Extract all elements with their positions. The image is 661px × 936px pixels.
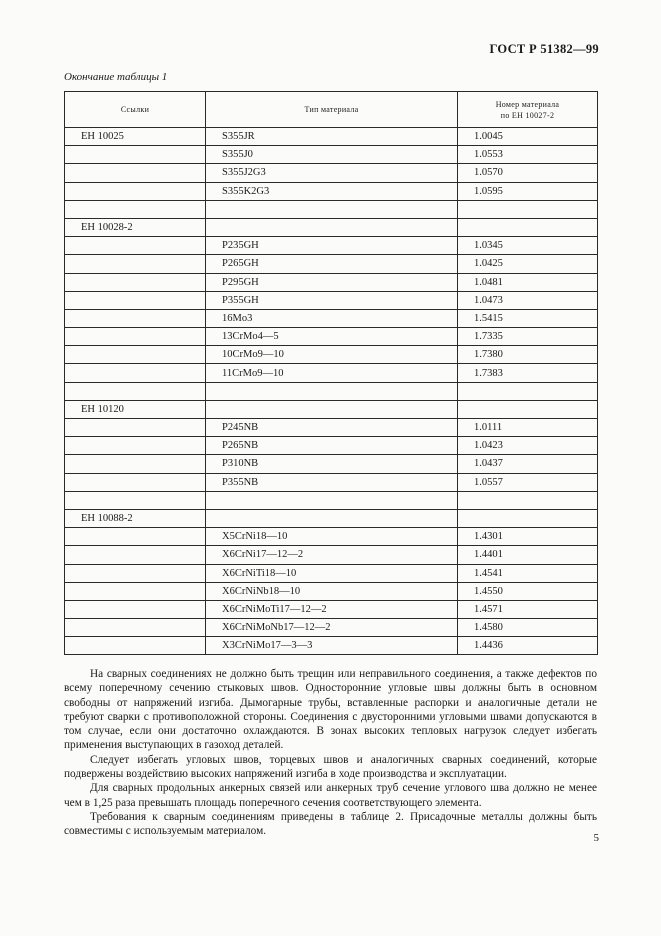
table-row (65, 273, 598, 291)
material-number-cell: 1.4550 (458, 582, 598, 600)
table-row (65, 346, 598, 364)
material-type-cell: X6CrNiNb18—10 (206, 582, 458, 600)
column-header-material-number (458, 92, 598, 128)
material-number-cell: 1.0553 (458, 146, 598, 164)
table-body (65, 128, 598, 655)
table-row (65, 146, 598, 164)
reference-cell (65, 309, 206, 327)
material-type-cell: P295GH (206, 273, 458, 291)
material-number-cell: 1.4571 (458, 600, 598, 618)
reference-cell (65, 600, 206, 618)
reference-cell (65, 273, 206, 291)
material-type-cell: 16Mo3 (206, 309, 458, 327)
material-number-cell: 1.0437 (458, 455, 598, 473)
table-caption: Окончание таблицы 1 (64, 71, 168, 83)
reference-cell: ЕН 10028-2 (65, 218, 206, 236)
material-type-cell (206, 491, 458, 509)
material-type-cell: P265NB (206, 437, 458, 455)
reference-cell (65, 255, 206, 273)
page-number: 5 (593, 832, 599, 844)
material-type-cell: X5CrNi18—10 (206, 528, 458, 546)
materials-table (64, 91, 598, 655)
table-row (65, 491, 598, 509)
reference-cell (65, 564, 206, 582)
table-row (65, 419, 598, 437)
material-number-cell: 1.0423 (458, 437, 598, 455)
reference-cell (65, 419, 206, 437)
reference-cell (65, 528, 206, 546)
material-number-cell: 1.7380 (458, 346, 598, 364)
reference-cell: ЕН 10088-2 (65, 509, 206, 527)
table-row (65, 473, 598, 491)
material-number-cell: 1.4580 (458, 619, 598, 637)
material-type-cell: S355JR (206, 128, 458, 146)
standard-code: ГОСТ Р 51382—99 (489, 42, 599, 56)
material-number-cell (458, 382, 598, 400)
material-type-cell: S355K2G3 (206, 182, 458, 200)
material-type-cell: X6CrNiMoNb17—12—2 (206, 619, 458, 637)
material-number-cell (458, 200, 598, 218)
material-number-cell: 1.0481 (458, 273, 598, 291)
reference-cell (65, 364, 206, 382)
column-header-material-type: Тип материала (206, 92, 458, 128)
reference-cell (65, 146, 206, 164)
reference-cell (65, 455, 206, 473)
body-text (64, 667, 597, 839)
material-type-cell (206, 382, 458, 400)
reference-cell (65, 346, 206, 364)
material-number-cell: 1.0045 (458, 128, 598, 146)
reference-cell (65, 382, 206, 400)
material-number-cell: 1.7335 (458, 328, 598, 346)
material-type-cell: 10CrMo9—10 (206, 346, 458, 364)
material-number-cell (458, 400, 598, 418)
column-header-material-number-line1: Номер материала (495, 99, 560, 109)
paragraph: На сварных соединениях не должно быть трещин или неправильного соединения, а также дефектов по всему поперечному сечению стыковых швов. Односторонние угловые швы должны быть в основном свободны от напряжений изгиба. Дымогарные трубы, вставленные распорки и аналогичные детали не требуют сварки с противоположной стороны. Соединения с двусторонними угловыми швами допускаются в том случае, если они достаточно охлаждаются. В зонах высоких тепловых нагрузок следует избегать применения выступающих в газоход деталей. (64, 668, 597, 752)
material-number-cell: 1.0570 (458, 164, 598, 182)
material-type-cell: X3CrNiMo17—3—3 (206, 637, 458, 655)
table-row (65, 309, 598, 327)
material-number-cell: 1.4401 (458, 546, 598, 564)
table-row (65, 400, 598, 418)
material-number-cell: 1.4436 (458, 637, 598, 655)
table-row (65, 564, 598, 582)
material-type-cell: S355J0 (206, 146, 458, 164)
material-number-cell: 1.4541 (458, 564, 598, 582)
material-number-cell: 1.0111 (458, 419, 598, 437)
table-row (65, 437, 598, 455)
material-type-cell (206, 218, 458, 236)
material-type-cell: P235GH (206, 237, 458, 255)
material-type-cell: S355J2G3 (206, 164, 458, 182)
table-row (65, 255, 598, 273)
reference-cell (65, 491, 206, 509)
table-row (65, 382, 598, 400)
table-row (65, 182, 598, 200)
reference-cell (65, 328, 206, 346)
table-row (65, 328, 598, 346)
reference-cell (65, 182, 206, 200)
material-type-cell: P245NB (206, 419, 458, 437)
material-type-cell: X6CrNiMoTi17—12—2 (206, 600, 458, 618)
material-number-cell: 1.0595 (458, 182, 598, 200)
material-number-cell: 1.0345 (458, 237, 598, 255)
table-row (65, 200, 598, 218)
material-type-cell: X6CrNi17—12—2 (206, 546, 458, 564)
table-row (65, 164, 598, 182)
table-row (65, 509, 598, 527)
column-header-material-number-line2: по ЕН 10027-2 (500, 110, 555, 120)
reference-cell (65, 546, 206, 564)
reference-cell (65, 473, 206, 491)
reference-cell (65, 437, 206, 455)
reference-cell: ЕН 10120 (65, 400, 206, 418)
material-number-cell: 1.5415 (458, 309, 598, 327)
reference-cell (65, 619, 206, 637)
table-row (65, 218, 598, 236)
material-type-cell: P310NB (206, 455, 458, 473)
material-type-cell (206, 400, 458, 418)
reference-cell (65, 291, 206, 309)
material-type-cell: X6CrNiTi18—10 (206, 564, 458, 582)
material-type-cell: 13CrMo4—5 (206, 328, 458, 346)
reference-cell (65, 237, 206, 255)
paragraph: Следует избегать угловых швов, торцевых швов и аналогичных сварных соединений, которые подвержены воздействию высоких напряжений изгиба в ходе производства и эксплуатации. (64, 753, 597, 781)
table-row (65, 528, 598, 546)
material-number-cell (458, 218, 598, 236)
material-number-cell (458, 509, 598, 527)
material-type-cell: 11CrMo9—10 (206, 364, 458, 382)
material-number-cell (458, 491, 598, 509)
table-row (65, 455, 598, 473)
reference-cell (65, 637, 206, 655)
material-number-cell: 1.4301 (458, 528, 598, 546)
table-row (65, 128, 598, 146)
table-row (65, 364, 598, 382)
table-header-row (65, 92, 598, 128)
table-row (65, 291, 598, 309)
material-type-cell: P355GH (206, 291, 458, 309)
material-type-cell: P355NB (206, 473, 458, 491)
reference-cell: ЕН 10025 (65, 128, 206, 146)
table-row (65, 546, 598, 564)
material-number-cell: 1.7383 (458, 364, 598, 382)
material-type-cell: P265GH (206, 255, 458, 273)
material-type-cell (206, 200, 458, 218)
column-header-references: Ссылки (65, 92, 206, 128)
table-row (65, 582, 598, 600)
table-row (65, 600, 598, 618)
reference-cell (65, 164, 206, 182)
table-row (65, 619, 598, 637)
table-row (65, 637, 598, 655)
paragraph: Для сварных продольных анкерных связей или анкерных труб сечение углового шва должно не менее чем в 1,25 раза превышать площадь поперечного сечения соответствующего элемента. (64, 782, 597, 809)
material-number-cell: 1.0425 (458, 255, 598, 273)
reference-cell (65, 200, 206, 218)
material-type-cell (206, 509, 458, 527)
material-number-cell: 1.0557 (458, 473, 598, 491)
paragraph: Требования к сварным соединениям приведены в таблице 2. Присадочные металлы должны быть совместимы с используемым материалом. (64, 810, 597, 838)
material-number-cell: 1.0473 (458, 291, 598, 309)
reference-cell (65, 582, 206, 600)
table-row (65, 237, 598, 255)
